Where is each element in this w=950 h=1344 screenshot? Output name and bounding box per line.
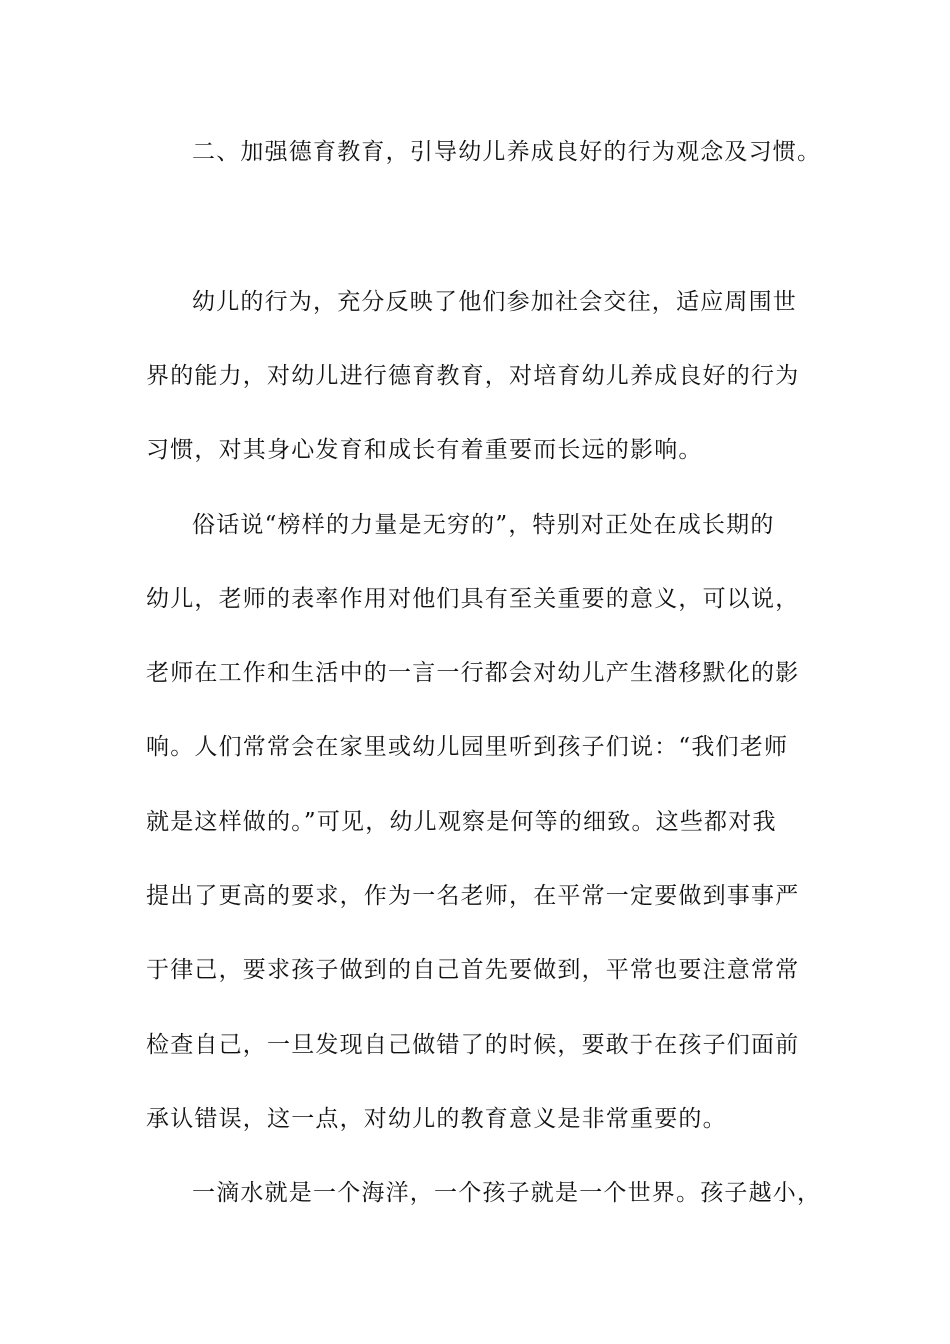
- paragraph-3-line-1: 一滴水就是一个海洋，一个孩子就是一个世界。孩子越小，: [192, 1180, 822, 1206]
- paragraph-2-line-4: 响。人们常常会在家里或幼儿园里听到孩子们说：“我们老师: [146, 734, 789, 760]
- paragraph-2-line-8: 检查自己，一旦发现自己做错了的时候，要敢于在孩子们面前: [146, 1032, 800, 1058]
- paragraph-1-line-3: 习惯，对其身心发育和成长有着重要而长远的影响。: [146, 437, 703, 463]
- paragraph-2-line-5: 就是这样做的。”可见，幼儿观察是何等的细致。这些都对我: [146, 809, 777, 835]
- paragraph-2-line-9: 承认错误，这一点，对幼儿的教育意义是非常重要的。: [146, 1106, 727, 1132]
- paragraph-2-line-2: 幼儿，老师的表率作用对他们具有至关重要的意义，可以说，: [146, 586, 800, 612]
- paragraph-1-line-2: 界的能力，对幼儿进行德育教育，对培育幼儿养成良好的行为: [146, 363, 800, 389]
- paragraph-2-line-6: 提出了更高的要求，作为一名老师，在平常一定要做到事事严: [146, 883, 800, 909]
- paragraph-2-line-1: 俗话说“榜样的力量是无穷的”，特别对正处在成长期的: [192, 512, 775, 538]
- section-heading: 二、加强德育教育，引导幼儿养成良好的行为观念及习惯。: [192, 139, 822, 165]
- paragraph-2-line-7: 于律己，要求孩子做到的自己首先要做到，平常也要注意常常: [146, 957, 800, 983]
- paragraph-2-line-3: 老师在工作和生活中的一言一行都会对幼儿产生潜移默化的影: [146, 660, 800, 686]
- paragraph-1-line-1: 幼儿的行为，充分反映了他们参加社会交往，适应周围世: [192, 289, 797, 315]
